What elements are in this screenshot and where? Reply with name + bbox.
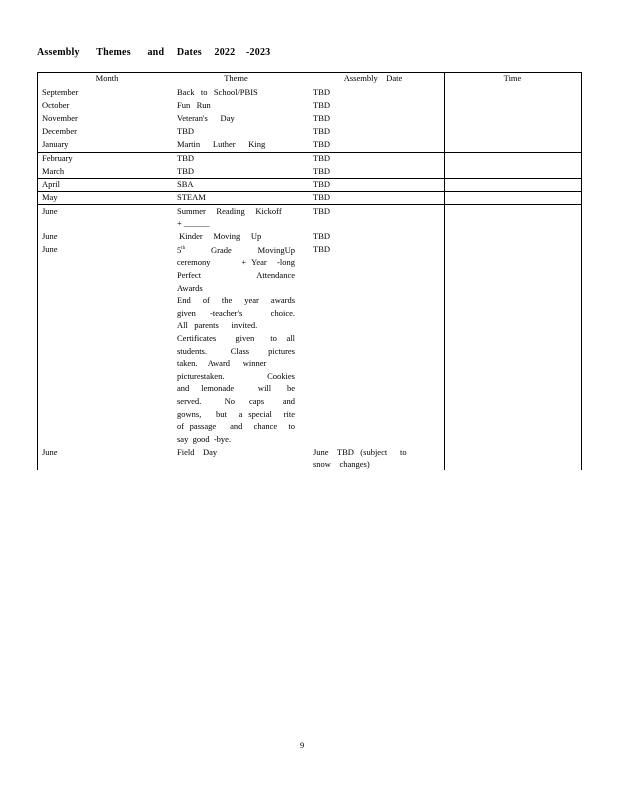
month-cell: April bbox=[42, 179, 60, 189]
theme-line: given -teacher's choice. bbox=[177, 307, 295, 318]
month-cell: February bbox=[42, 153, 73, 163]
theme-line: All parents invited. bbox=[177, 320, 258, 331]
theme-cell: Martin Luther King bbox=[177, 139, 266, 149]
theme-line: gowns, but a special rite bbox=[177, 408, 295, 419]
theme-line: of passage and chance to bbox=[177, 421, 295, 432]
header-assembly-date: Assembly Date bbox=[343, 73, 403, 83]
theme-cell: Back to School/PBIS bbox=[177, 87, 258, 97]
theme-line: taken. Award winner bbox=[177, 358, 267, 369]
month-cell: March bbox=[42, 166, 65, 176]
theme-line: Perfect Attendance bbox=[177, 270, 295, 281]
title-word: Dates bbox=[176, 47, 202, 58]
month-cell: January bbox=[42, 139, 69, 149]
date-cell: TBD bbox=[313, 179, 330, 189]
theme-line: ceremony + Year -long bbox=[177, 257, 295, 268]
theme-line: End of the year awards bbox=[177, 295, 295, 306]
page-title bbox=[37, 47, 284, 58]
theme-line: picturestaken. Cookies bbox=[177, 370, 295, 381]
date-cell: TBD bbox=[313, 113, 330, 123]
month-cell: September bbox=[42, 87, 79, 97]
theme-line: say good -bye. bbox=[177, 433, 232, 444]
date-cell: TBD bbox=[313, 126, 330, 136]
date-cell: TBD bbox=[313, 87, 330, 97]
theme-cell: TBD bbox=[177, 166, 194, 176]
date-cell: TBD bbox=[313, 206, 330, 216]
month-cell: December bbox=[42, 126, 77, 136]
theme-paragraph bbox=[177, 243, 295, 445]
theme-line: students. Class pictures bbox=[177, 345, 295, 356]
month-cell: October bbox=[42, 100, 70, 110]
month-cell: May bbox=[42, 192, 58, 202]
header-time: Time bbox=[503, 73, 522, 83]
theme-cell-continued: + ______ bbox=[177, 218, 210, 228]
date-cell: TBD bbox=[313, 166, 330, 176]
month-cell: June bbox=[42, 231, 58, 241]
theme-cell: Veteran's Day bbox=[177, 113, 235, 123]
theme-cell: Summer Reading Kickoff bbox=[177, 206, 282, 216]
date-cell: TBD bbox=[313, 192, 330, 202]
month-cell: November bbox=[42, 113, 78, 123]
header-theme: Theme bbox=[224, 73, 248, 83]
date-cell: TBD bbox=[313, 100, 330, 110]
theme-cell: TBD bbox=[177, 153, 194, 163]
date-cell: TBD bbox=[313, 244, 330, 254]
month-cell: June bbox=[42, 447, 58, 457]
page-number: 9 bbox=[300, 740, 305, 750]
title-word: Assembly bbox=[37, 47, 80, 58]
theme-cell: STEAM bbox=[177, 192, 206, 202]
header-month: Month bbox=[95, 73, 119, 83]
date-cell: TBD bbox=[313, 153, 330, 163]
theme-line: 5th Grade MovingUp bbox=[177, 244, 295, 255]
date-cell: June TBD (subject to bbox=[313, 447, 407, 457]
theme-cell: Fun Run bbox=[177, 100, 211, 110]
title-word: -2023 bbox=[246, 47, 271, 58]
date-cell: TBD bbox=[313, 231, 330, 241]
date-cell: TBD bbox=[313, 139, 330, 149]
theme-line: served. No caps and bbox=[177, 395, 295, 406]
theme-cell: Field Day bbox=[177, 447, 218, 457]
assembly-table bbox=[37, 72, 582, 470]
theme-cell: TBD bbox=[177, 126, 194, 136]
month-cell: June bbox=[42, 244, 58, 254]
theme-line: Certificates given to all bbox=[177, 332, 295, 343]
theme-cell: Kinder Moving Up bbox=[177, 231, 262, 241]
title-word: Themes bbox=[96, 47, 131, 58]
theme-cell: SBA bbox=[177, 179, 194, 189]
title-word: and bbox=[147, 47, 165, 58]
title-word: 2022 bbox=[214, 47, 236, 58]
theme-line: Awards bbox=[177, 282, 203, 293]
theme-line: and lemonade will be bbox=[177, 383, 295, 394]
date-cell-continued: snow changes) bbox=[313, 459, 370, 469]
month-cell: June bbox=[42, 206, 58, 216]
